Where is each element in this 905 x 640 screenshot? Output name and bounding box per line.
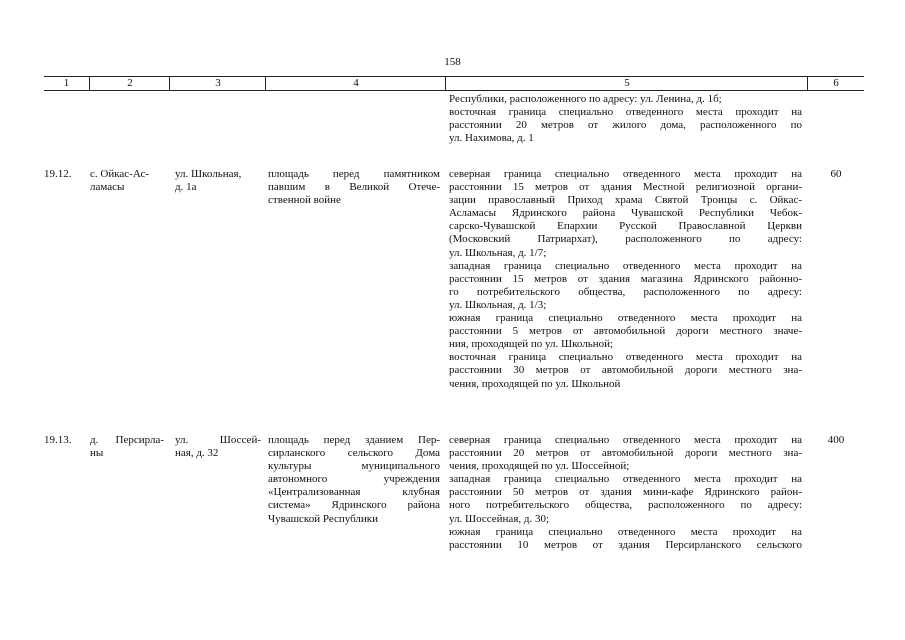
address-line: ул. Шоссей- [175,434,261,446]
boundary-line: чения, проходящей по ул. Школьной [449,377,621,390]
boundary-line: ул. Школьная, д. 1/3; [449,298,547,311]
boundary-line: северная граница специально отведенного места проходит на [449,434,802,446]
place-line: павшим в Великой Отече- [268,181,440,194]
address-line: д. 1а [175,181,197,194]
boundary-line: чения, проходящей по ул. Шоссейной; [449,460,630,473]
boundary-line: южная граница специально отведенного места проходит на [449,525,802,538]
boundaries-description [449,168,802,391]
boundary-line: северная граница специально отведенного места проходит на [449,168,802,180]
boundary-line: Асламасы Ядринского района Чувашской Республики Чебок- [449,207,802,220]
address [175,434,261,460]
header-col-6: 6 [807,77,864,90]
header-col-2: 2 [89,77,170,90]
place-line: площадь перед памятником [268,168,440,180]
continuation-line: расстоянии 20 метров от жилого дома, расположенного по [449,119,802,132]
place-description [268,434,440,526]
place-line: автономного учреждения [268,473,440,486]
continuation-line: восточная граница специально отведенного места проходит на [449,106,802,119]
boundary-line: восточная граница специально отведенного места проходит на [449,351,802,364]
place-description [268,168,440,207]
settlement-name [90,168,164,194]
header-col-4: 4 [265,77,446,90]
place-line: «Централизованная клубная [268,486,440,499]
boundary-line: расстоянии 20 метров от автомобильной дороги местного зна- [449,447,802,460]
settlement-line: ламасы [90,181,125,194]
settlement-line: с. Ойкас-Ас- [90,168,150,180]
address-line: ная, д. 32 [175,447,219,460]
place-line: площадь перед зданием Пер- [268,434,440,446]
row-number: 19.13. [44,434,72,446]
continuation-text [449,93,802,145]
page-number: 158 [444,56,461,68]
boundaries-description [449,434,802,552]
continuation-line: ул. Нахимова, д. 1 [449,132,534,145]
boundary-line: (Московский Патриархат), расположенного по адресу: [449,233,802,246]
settlement-line: ны [90,447,104,460]
boundary-line: ул. Школьная, д. 1/7; [449,246,547,259]
area-value: 60 [830,168,842,180]
place-line: ственной войне [268,194,341,207]
boundary-line: ул. Шоссейная, д. 30; [449,512,550,525]
boundary-line: расстоянии 5 метров от автомобильной дороги местного значе- [449,325,802,338]
header-col-1: 1 [63,77,70,89]
boundary-line: го потребительского общества, расположенного по адресу: [449,285,802,298]
place-line: система» Ядринского района [268,499,440,512]
address [175,168,261,194]
settlement-line: д. Персирла- [90,434,164,446]
boundary-line: ного потребительского общества, расположенного по адресу: [449,499,802,512]
boundary-line: западная граница специально отведенного места проходит на [449,473,802,486]
address-line: ул. Школьная, [175,168,242,180]
header-col-5: 5 [445,77,808,90]
boundary-line: западная граница специально отведенного места проходит на [449,259,802,272]
boundary-line: зации православный Приход храма Святой Троицы с. Ойкас- [449,194,802,207]
settlement-name [90,434,164,460]
boundary-line: расстоянии 15 метров от здания Местной религиозной органи- [449,181,802,194]
boundary-line: сарско-Чувашской Епархии Русской Православной Церкви [449,220,802,233]
continuation-line: Республики, расположенного по адресу: ул. Ленина, д. 1б; [449,93,722,105]
table-header-row [44,76,864,91]
boundary-line: южная граница специально отведенного места проходит на [449,312,802,325]
boundary-line: расстоянии 15 метров от здания магазина Ядринского районно- [449,272,802,285]
place-line: Чувашской Республики [268,512,379,525]
row-number: 19.12. [44,168,72,180]
boundary-line: расстоянии 10 метров от здания Персирланского сельского [449,538,802,551]
area-value: 400 [827,434,845,446]
header-col-3: 3 [169,77,266,90]
boundary-line: ния, проходящей по ул. Школьной; [449,338,614,351]
place-line: культуры муниципального [268,460,440,473]
boundary-line: расстоянии 50 метров от здания мини-кафе Ядринского район- [449,486,802,499]
boundary-line: расстоянии 30 метров от автомобильной дороги местного зна- [449,364,802,377]
place-line: сирланского сельского Дома [268,447,440,460]
